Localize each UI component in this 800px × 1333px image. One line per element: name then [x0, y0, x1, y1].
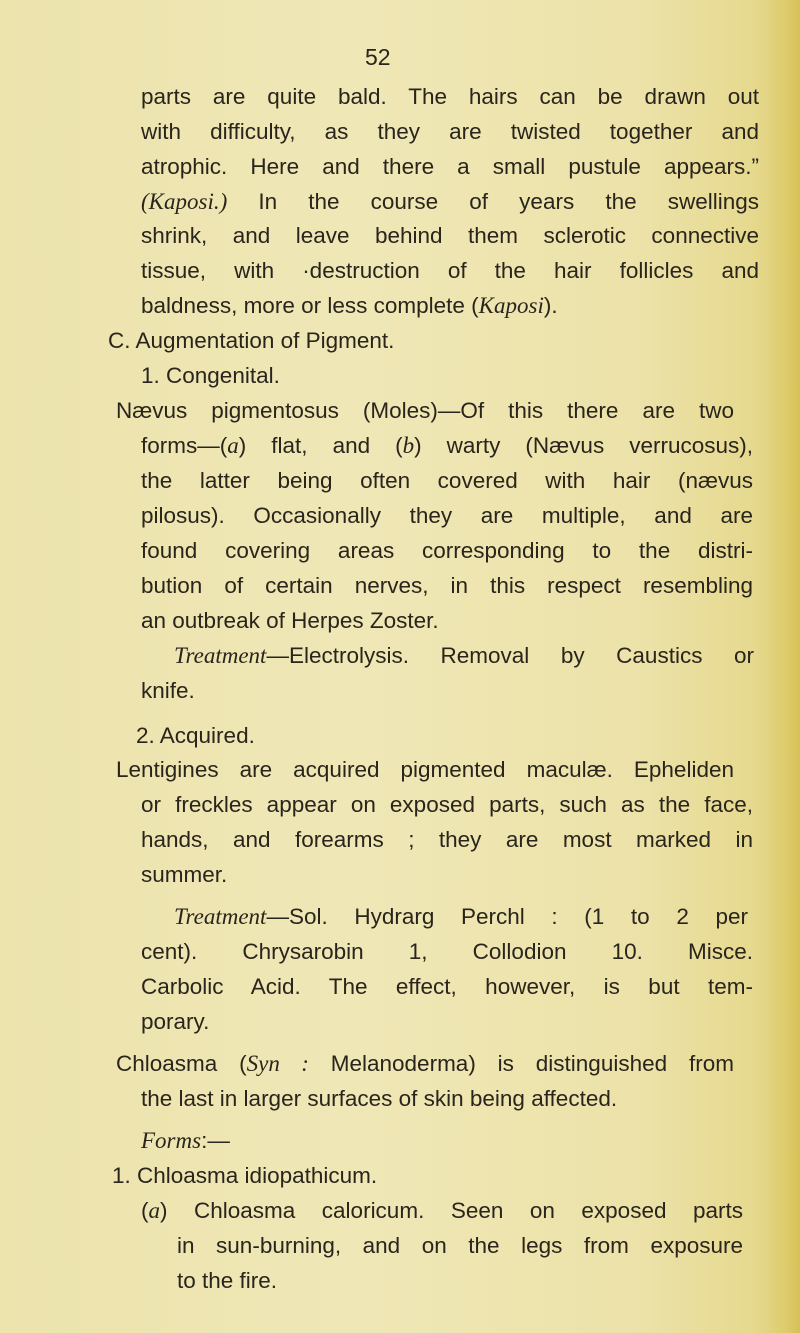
subsection-heading: 2. Acquired. [136, 723, 255, 748]
text-line: (Kaposi.) In the course of years the swellings [141, 189, 759, 214]
text-line: atrophic. Here and there a small pustule appears.” [141, 154, 759, 179]
text-line: Carbolic Acid. The effect, however, is but tem- [141, 974, 753, 999]
text-line: found covering areas corresponding to the distri- [141, 538, 753, 563]
forms-heading: Forms:— [141, 1128, 230, 1153]
page-number: 52 [365, 44, 391, 70]
text-line: bution of certain nerves, in this respect resembling [141, 573, 753, 598]
text-line: Chloasma (Syn : Melanoderma) is distinguished from [116, 1051, 734, 1076]
text-line: (a) Chloasma caloricum. Seen on exposed parts [141, 1198, 743, 1223]
citation: (Kaposi.) [141, 189, 228, 214]
text-line: parts are quite bald. The hairs can be drawn out [141, 84, 759, 109]
treatment-label: Treatment [174, 643, 267, 668]
text-line: Treatment—Electrolysis. Removal by Caustics or [174, 643, 754, 668]
subsection-heading: 1. Congenital. [141, 363, 280, 388]
page-edge-shadow [766, 0, 800, 1333]
text-line: summer. [141, 862, 228, 887]
text-line: to the fire. [177, 1268, 278, 1293]
text-line: baldness, more or less complete (Kaposi). [141, 293, 558, 318]
citation: Kaposi [478, 293, 544, 318]
treatment-label: Treatment [174, 904, 267, 929]
text-line: Treatment—Sol. Hydrarg Perchl : (1 to 2 per [174, 904, 748, 929]
text-line: or freckles appear on exposed parts, such as the face, [141, 792, 753, 817]
list-item: 1. Chloasma idiopathicum. [112, 1163, 378, 1188]
text-line: cent). Chrysarobin 1, Collodion 10. Misce. [141, 939, 753, 964]
text-line: hands, and forearms ; they are most marked in [141, 827, 753, 852]
text-line: Lentigines are acquired pigmented maculæ. Epheliden [116, 757, 734, 782]
text-line: Nævus pigmentosus (Moles)—Of this there are two [116, 398, 734, 423]
text-line: the last in larger surfaces of skin being affected. [141, 1086, 618, 1111]
text-line: pilosus). Occasionally they are multiple, and are [141, 503, 753, 528]
text-line: in sun-burning, and on the legs from exposure [177, 1233, 743, 1258]
text-line: shrink, and leave behind them sclerotic connective [141, 223, 759, 248]
text-line: forms—(a) flat, and (b) warty (Nævus verrucosus), [141, 433, 753, 458]
text-line: with difficulty, as they are twisted together and [141, 119, 759, 144]
text-line: the latter being often covered with hair (nævus [141, 468, 753, 493]
text-line: an outbreak of Herpes Zoster. [141, 608, 439, 633]
text-line: knife. [141, 678, 195, 703]
text-line: tissue, with ·destruction of the hair follicles and [141, 258, 759, 283]
section-heading: C. Augmentation of Pigment. [108, 328, 395, 353]
text-line: porary. [141, 1009, 210, 1034]
